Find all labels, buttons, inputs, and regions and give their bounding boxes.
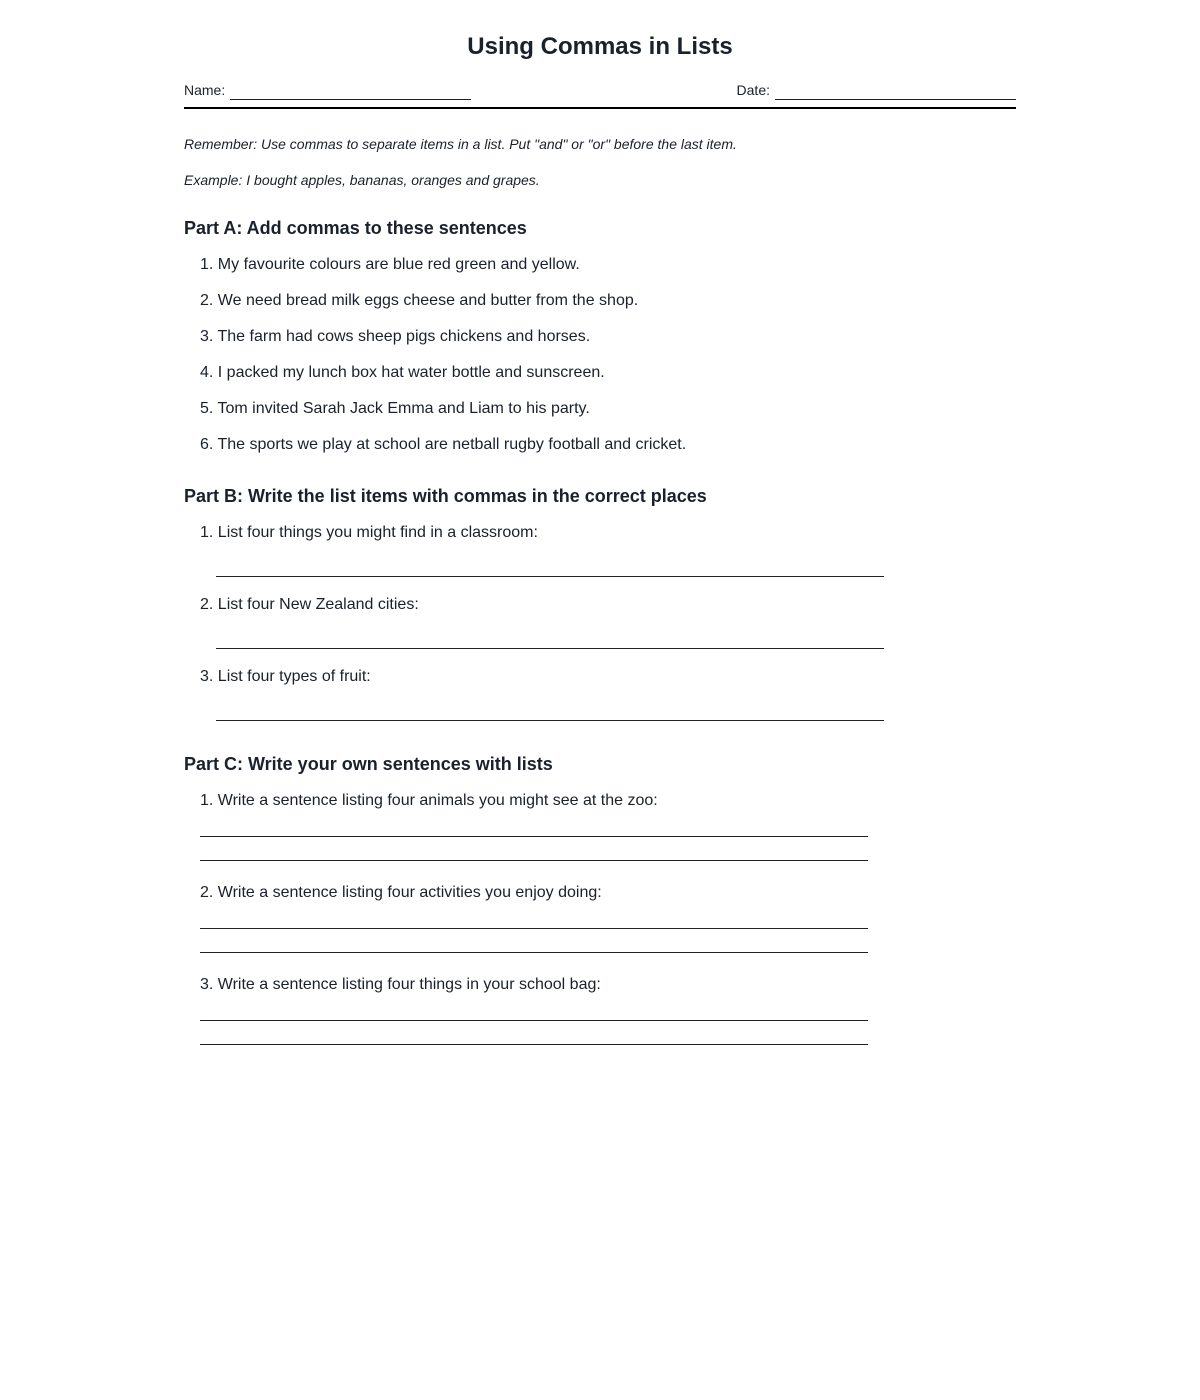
name-label: Name:: [184, 82, 226, 98]
name-field: [184, 80, 471, 100]
header-divider: [184, 107, 1016, 109]
answer-line[interactable]: [216, 720, 884, 721]
answer-line[interactable]: [200, 860, 868, 861]
remember-note: Remember: Use commas to separate items in a list. Put "and" or "or" before the last item.: [184, 136, 737, 152]
part-b-item: 1. List four things you might find in a classroom:: [200, 524, 538, 541]
date-label: Date:: [736, 82, 770, 98]
part-c-item: 2. Write a sentence listing four activities you enjoy doing:: [200, 884, 602, 901]
answer-line[interactable]: [200, 1044, 868, 1045]
answer-line[interactable]: [216, 648, 884, 649]
date-blank-line[interactable]: [775, 83, 1016, 100]
answer-line[interactable]: [200, 836, 868, 837]
part-a-item: 6. The sports we play at school are netball rugby football and cricket.: [200, 436, 687, 453]
name-date-row: [184, 80, 1016, 100]
part-a-item: 1. My favourite colours are blue red green and yellow.: [200, 256, 580, 273]
answer-line[interactable]: [200, 928, 868, 929]
part-a-heading: Part A: Add commas to these sentences: [184, 218, 527, 238]
part-b-item: 2. List four New Zealand cities:: [200, 596, 419, 613]
date-field: [737, 80, 1016, 100]
page-title: Using Commas in Lists: [467, 33, 733, 60]
part-b-item: 3. List four types of fruit:: [200, 668, 371, 685]
example-note: Example: I bought apples, bananas, oranges and grapes.: [184, 172, 540, 188]
name-blank-line[interactable]: [230, 83, 471, 100]
part-a-item: 4. I packed my lunch box hat water bottle and sunscreen.: [200, 364, 605, 381]
part-c-item: 3. Write a sentence listing four things in your school bag:: [200, 976, 601, 993]
part-c-item: 1. Write a sentence listing four animals you might see at the zoo:: [200, 792, 658, 809]
part-a-item: 2. We need bread milk eggs cheese and butter from the shop.: [200, 292, 639, 309]
part-b-heading: Part B: Write the list items with commas in the correct places: [184, 486, 707, 506]
part-a-item: 3. The farm had cows sheep pigs chickens and horses.: [200, 328, 591, 345]
part-a-item: 5. Tom invited Sarah Jack Emma and Liam to his party.: [200, 400, 590, 417]
answer-line[interactable]: [200, 952, 868, 953]
part-c-heading: Part C: Write your own sentences with lists: [184, 754, 553, 774]
answer-line[interactable]: [200, 1020, 868, 1021]
answer-line[interactable]: [216, 576, 884, 577]
